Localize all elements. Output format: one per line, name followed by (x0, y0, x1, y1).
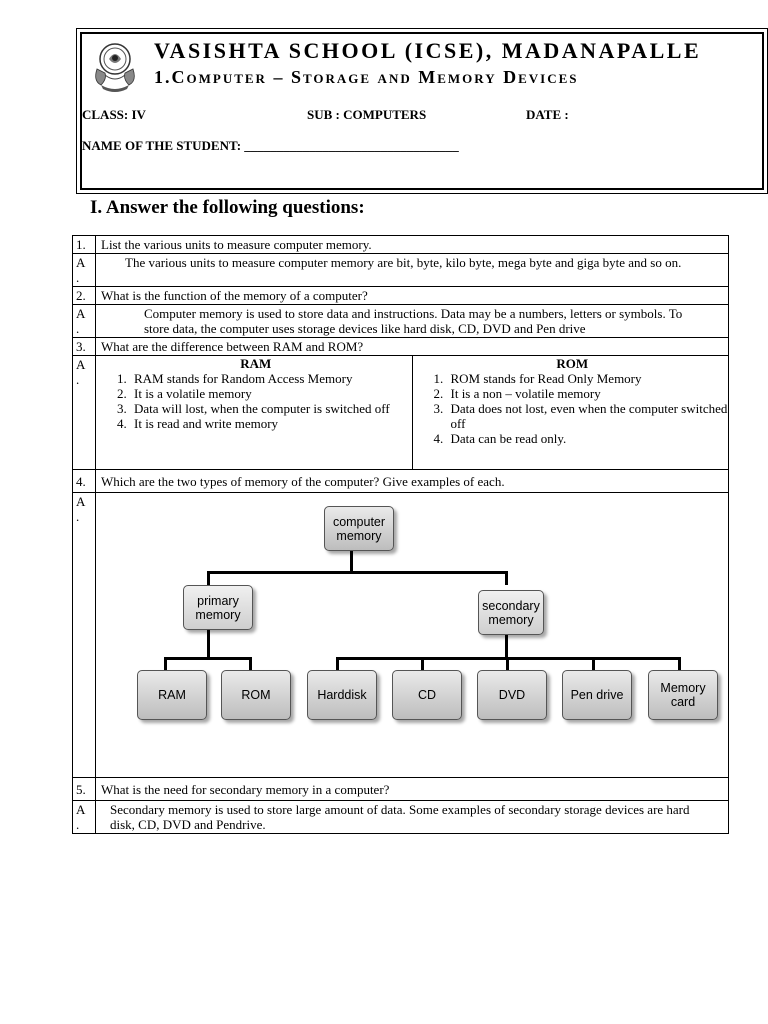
answer-marker: A . (73, 493, 96, 778)
connector-line (505, 635, 508, 659)
rom-heading: ROM (556, 356, 589, 371)
answer-text-content: Secondary memory is used to store large amount of data. Some examples of secondary storage devices are hard disk, CD, DVD and Pendrive. (110, 802, 690, 832)
memory-hierarchy-diagram (96, 493, 722, 773)
rom-column (412, 356, 728, 469)
question-number: 5. (73, 778, 96, 801)
connector-line (207, 629, 210, 659)
question-text: Which are the two types of memory of the computer? Give examples of each. (96, 470, 729, 493)
qa-table (72, 235, 729, 834)
list-item: 4. Data can be read only. (447, 431, 729, 446)
table-row (73, 778, 729, 801)
question-text: What is the function of the memory of a computer? (96, 287, 729, 305)
question-text: List the various units to measure computer memory. (96, 236, 729, 254)
list-item: 1. RAM stands for Random Access Memory (130, 371, 412, 386)
answer-marker: A . (73, 305, 96, 338)
node-dvd: DVD (477, 670, 547, 720)
section-title: I. Answer the following questions: (90, 197, 365, 218)
list-item: 1. ROM stands for Read Only Memory (447, 371, 729, 386)
class-label: CLASS: IV (82, 107, 146, 122)
node-ram: RAM (137, 670, 207, 720)
question-text: What are the difference between RAM and ROM? (96, 338, 729, 356)
header-box (76, 28, 768, 194)
connector-line (249, 657, 252, 671)
rom-list (417, 371, 729, 446)
answer-text: The various units to measure computer memory are bit, byte, kilo byte, mega byte and giga byte and so on. (96, 254, 729, 287)
connector-line (336, 657, 339, 671)
connector-line (164, 657, 167, 671)
list-item: 4. It is read and write memory (130, 416, 412, 431)
list-item: 2. It is a non – volatile memory (447, 386, 729, 401)
question-number: 4. (73, 470, 96, 493)
school-name: VASISHTA SCHOOL (ICSE), MADANAPALLE (154, 38, 702, 63)
table-row (73, 338, 729, 356)
question-text: What is the need for secondary memory in a computer? (96, 778, 729, 801)
worksheet-title: 1.Computer – Storage and Memory Devices (154, 67, 579, 87)
table-row (73, 801, 729, 834)
table-row (73, 493, 729, 778)
school-emblem-icon (91, 39, 139, 93)
node-cd: CD (392, 670, 462, 720)
list-item: 3. Data does not lost, even when the computer switched off (447, 401, 729, 431)
connector-line (592, 657, 595, 671)
memory-chart-cell (96, 493, 729, 778)
node-primary-memory: primary memory (183, 585, 253, 630)
list-item: 2. It is a volatile memory (130, 386, 412, 401)
connector-line (506, 657, 509, 671)
connector-line (164, 657, 252, 660)
node-rom: ROM (221, 670, 291, 720)
question-number: 1. (73, 236, 96, 254)
node-computer-memory: computer memory (324, 506, 394, 551)
subject-label: SUB : COMPUTERS (307, 107, 427, 122)
connector-line (505, 571, 508, 585)
node-pen-drive: Pen drive (562, 670, 632, 720)
answer-text: Computer memory is used to store data and instructions. Data may be a numbers, letters or symbols. To store data, the computer uses storage devices like hard disk, CD, DVD and Pen drive (96, 305, 729, 338)
table-row (73, 305, 729, 338)
answer-marker: A . (73, 801, 96, 834)
date-label: DATE : (526, 107, 569, 122)
ram-rom-cell (96, 356, 729, 470)
ram-column (96, 356, 412, 469)
node-memory-card: Memory card (648, 670, 718, 720)
answer-marker: A . (73, 254, 96, 287)
table-row (73, 470, 729, 493)
connector-line (678, 657, 681, 671)
question-number: 3. (73, 338, 96, 356)
node-secondary-memory: secondary memory (478, 590, 544, 635)
connector-line (207, 571, 210, 585)
header-inner-border (80, 32, 764, 190)
node-harddisk: Harddisk (307, 670, 377, 720)
answer-text (96, 801, 729, 834)
table-row (73, 236, 729, 254)
table-row (73, 254, 729, 287)
question-number: 2. (73, 287, 96, 305)
ram-list (100, 371, 412, 431)
table-row (73, 287, 729, 305)
connector-line (421, 657, 424, 671)
list-item: 3. Data will lost, when the computer is switched off (130, 401, 412, 416)
student-name-label: NAME OF THE STUDENT: _________________________________ (82, 138, 459, 153)
table-row (73, 356, 729, 470)
ram-heading: RAM (240, 356, 272, 371)
answer-marker: A . (73, 356, 96, 470)
ram-rom-comparison (96, 356, 728, 469)
connector-line (207, 571, 507, 574)
